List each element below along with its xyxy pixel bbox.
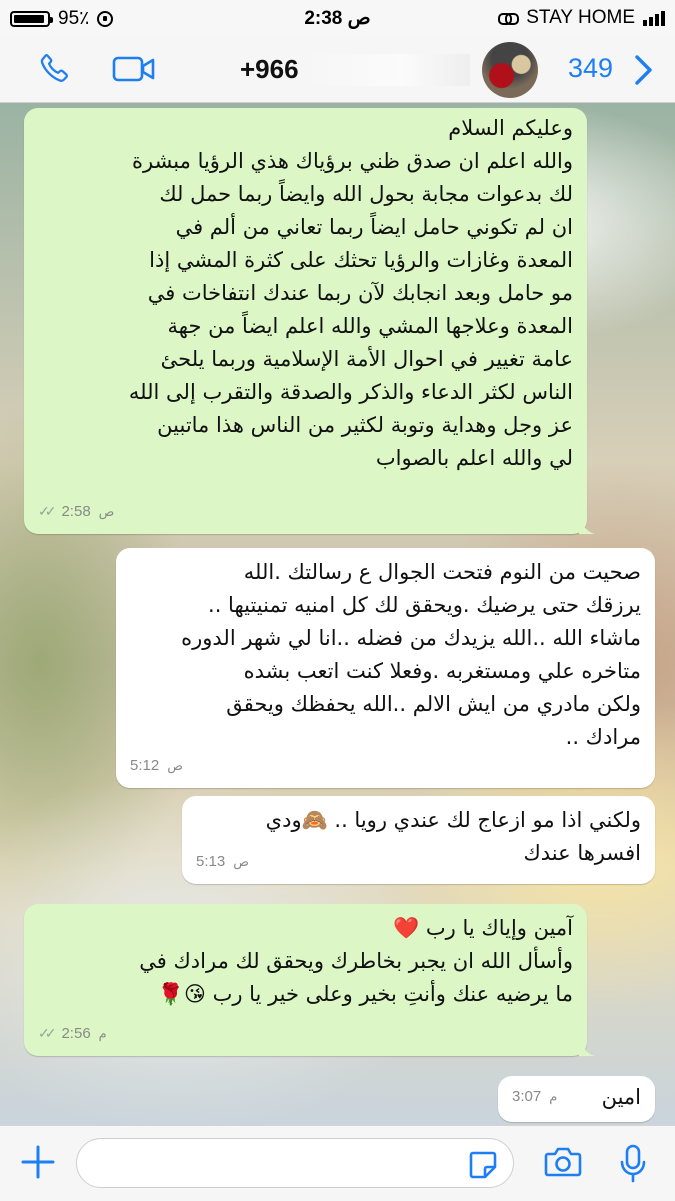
message-line: آمين وإياك يا رب ❤️ <box>393 916 573 940</box>
contact-avatar[interactable] <box>482 42 538 98</box>
message-meta <box>38 1017 107 1050</box>
message-period: ص <box>98 504 115 519</box>
status-time: 2:38 <box>304 8 343 29</box>
status-bar-right <box>498 7 665 29</box>
message-line: ولكن مادري من ايش الالم ..الله يحفظك ويحقق <box>226 692 641 716</box>
phone-call-button[interactable] <box>38 52 72 90</box>
message-time: 2:58 <box>61 503 91 520</box>
message-time: 5:12 <box>130 757 160 774</box>
message-line: ماشاء الله ..الله يزيدك من فضله ..انا لي شهر الدوره <box>181 626 641 650</box>
phone-icon <box>38 52 72 86</box>
message-line: وعليكم السلام <box>448 116 573 140</box>
message-time: 3:07 <box>512 1088 542 1105</box>
message-period: ص <box>167 758 183 773</box>
chevron-right-icon <box>632 54 656 86</box>
video-call-button[interactable] <box>112 54 156 88</box>
sticker-icon <box>468 1150 498 1180</box>
bubble-tail <box>579 518 595 534</box>
input-bar <box>0 1125 675 1201</box>
message-period: م <box>549 1089 558 1104</box>
message-line: والله اعلم ان صدق ظني برؤياك هذي الرؤيا مبشرة <box>131 149 573 173</box>
message-line: امين <box>601 1085 641 1109</box>
message-line: عامة تغيير في احوال الأمة الإسلامية وربما يلحئ <box>160 347 573 371</box>
plus-icon <box>20 1144 56 1180</box>
message-period: م <box>98 1026 107 1041</box>
message-line: ما يرضيه عنك وأنتِ بخير وعلى خير يا رب 😘🌹 <box>157 982 573 1006</box>
chat-header <box>0 36 675 103</box>
message-time: 2:56 <box>61 1025 91 1042</box>
message-bubble-incoming[interactable] <box>116 548 655 788</box>
message-line: يرزقك حتى يرضيك .ويحقق لك كل امنيه تمنيتيها .. <box>208 593 641 617</box>
message-line: لي والله اعلم بالصواب <box>375 446 573 470</box>
message-line: ولكني اذا مو ازعاج لك عندي رويا .. 🙈ودي <box>265 808 641 832</box>
microphone-icon <box>620 1144 646 1184</box>
message-line: مو حامل وبعد انجابك لآن ربما عندك انتفاخات في <box>147 281 573 305</box>
message-line: عز وجل وهداية وتوبة لكثير من الناس هذا ماتبين <box>157 413 573 437</box>
video-camera-icon <box>112 54 156 84</box>
message-time: 5:13 <box>196 853 226 870</box>
link-icon <box>498 11 518 25</box>
message-bubble-incoming[interactable] <box>182 796 655 884</box>
message-meta <box>196 845 249 878</box>
message-line: صحيت من النوم فتحت الجوال ع رسالتك .الله <box>243 560 641 584</box>
message-bubble-outgoing[interactable] <box>24 108 587 534</box>
message-line: المعدة وعلاجها المشي والله اعلم ايضاً من جهة <box>167 314 573 338</box>
attach-button[interactable] <box>20 1144 56 1184</box>
message-line: افسرها عندك <box>523 841 641 865</box>
battery-percent: 95٪ <box>58 8 90 29</box>
message-line: لك بدعوات مجابة بحول الله وايضاً ربما حمل لك <box>159 182 573 206</box>
read-ticks-icon: ✓✓ <box>38 503 52 519</box>
camera-button[interactable] <box>544 1146 582 1182</box>
camera-icon <box>544 1146 582 1178</box>
message-line: الناس لكثر الدعاء والذكر والصدقة والتقرب إلى الله <box>128 380 573 404</box>
message-line: وأسأل الله ان يجبر بخاطرك ويحقق لك مرادك في <box>139 949 573 973</box>
message-line: متاخره علي ومستغربه .وفعلا كنت اتعب بشده <box>243 659 641 683</box>
status-bar <box>0 0 675 36</box>
microphone-button[interactable] <box>620 1144 646 1188</box>
message-line: مرادك .. <box>565 725 641 749</box>
carrier-name: STAY HOME <box>526 7 635 28</box>
read-ticks-icon: ✓✓ <box>38 1025 52 1041</box>
back-button[interactable] <box>632 54 656 90</box>
message-input[interactable] <box>76 1138 514 1188</box>
redacted-area <box>300 54 470 86</box>
message-bubble-incoming[interactable] <box>498 1076 655 1122</box>
message-meta <box>38 495 114 528</box>
unread-count[interactable]: 349 <box>568 53 614 83</box>
status-time-period: ص <box>347 8 371 29</box>
contact-phone-number[interactable]: +966 <box>240 54 299 84</box>
message-bubble-outgoing[interactable] <box>24 904 587 1056</box>
sticker-button[interactable] <box>468 1150 498 1184</box>
message-line: ان لم تكوني حامل ايضاً ربما تعاني من ألم في <box>175 215 573 239</box>
message-period: ص <box>233 854 249 869</box>
message-line: المعدة وغازات والرؤيا تحثك على كثرة المشي إذا <box>149 248 573 272</box>
chat-area[interactable] <box>0 103 675 1125</box>
message-meta <box>130 749 183 782</box>
bubble-tail <box>579 1040 595 1056</box>
message-meta <box>512 1080 557 1113</box>
signal-icon <box>643 10 665 26</box>
